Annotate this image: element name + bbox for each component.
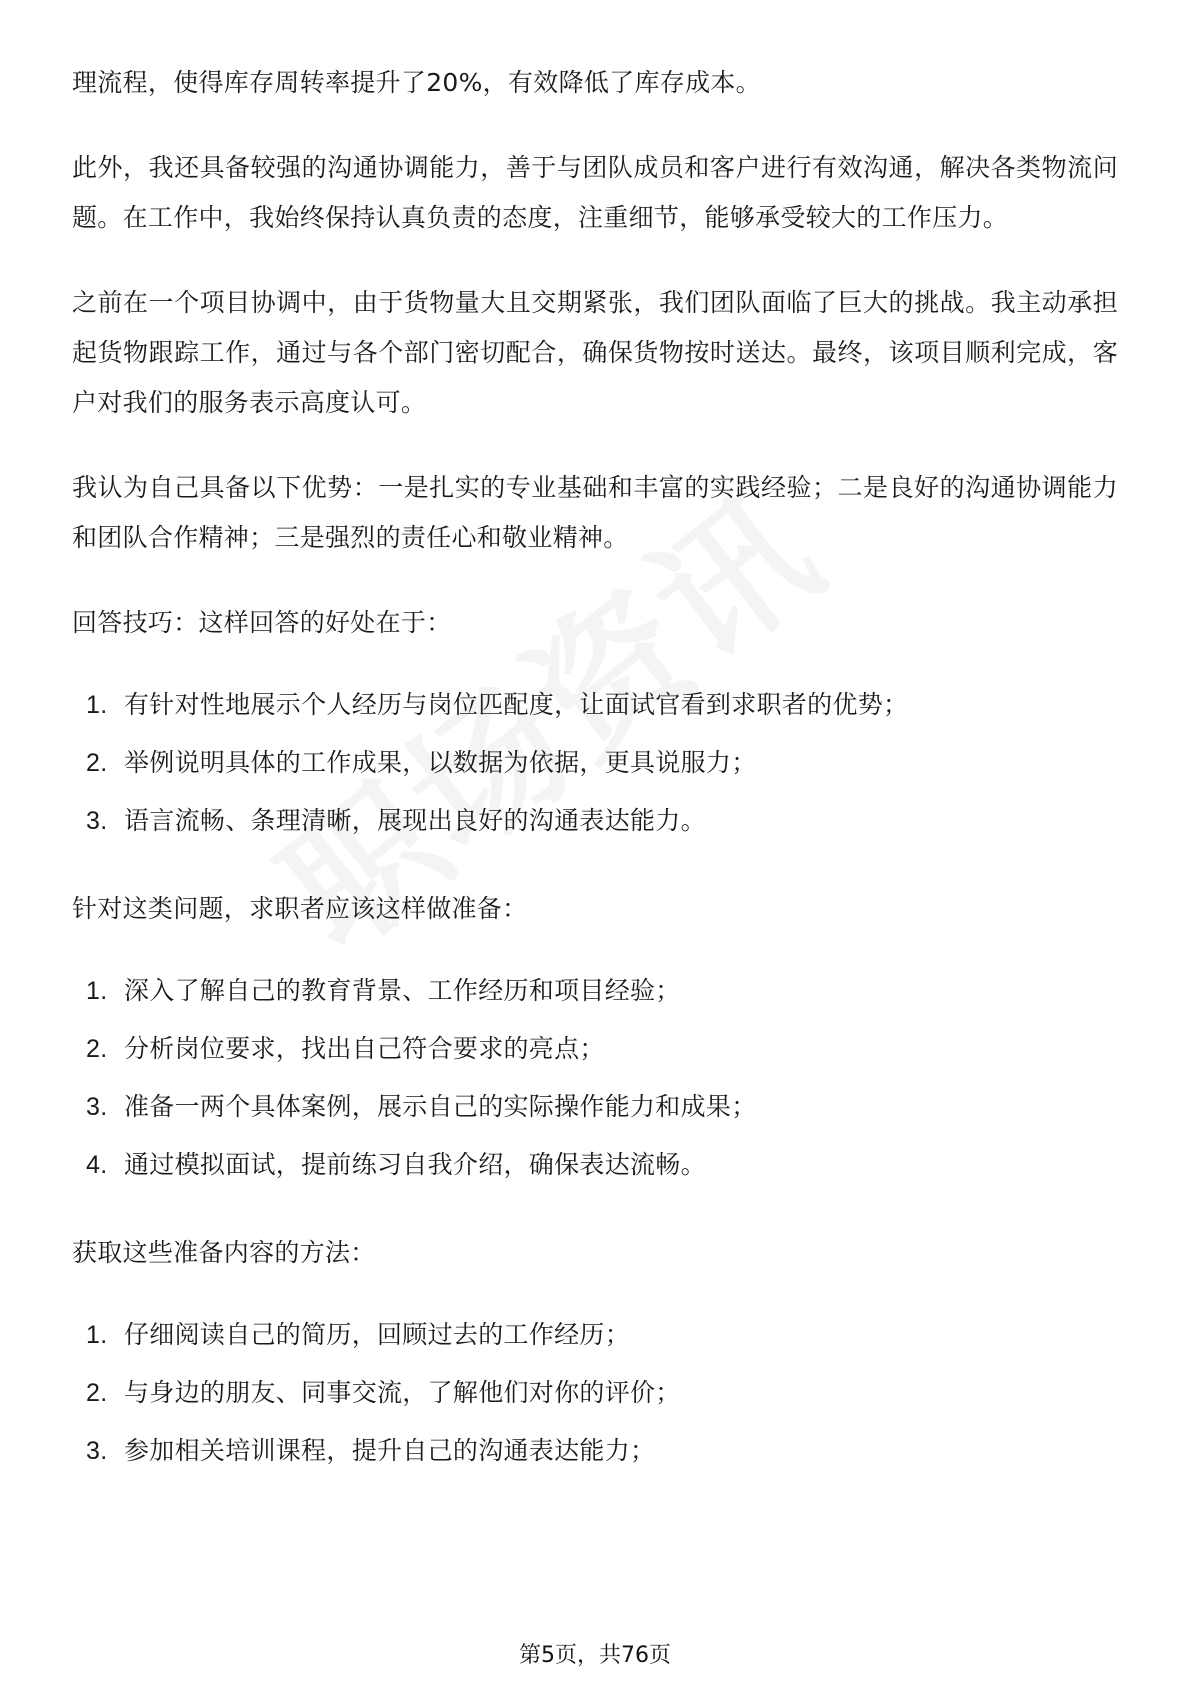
list-number: 2.: [86, 1035, 108, 1063]
list-item-text: 通过模拟面试，提前练习自我介绍，确保表达流畅。: [124, 1150, 706, 1179]
list-number: 4.: [86, 1151, 108, 1179]
list-item: [72, 1422, 1118, 1480]
tips-list: [72, 676, 1118, 850]
paragraph-project-example: 之前在一个项目协调中，由于货物量大且交期紧张，我们团队面临了巨大的挑战。我主动承担起货物跟踪工作，通过与各个部门密切配合，确保货物按时送达。最终，该项目顺利完成，客户对我们的服务表示高度认可。: [72, 288, 1118, 417]
preparation-list: [72, 962, 1118, 1194]
list-item-text: 有针对性地展示个人经历与岗位匹配度，让面试官看到求职者的优势；: [124, 690, 909, 719]
list-number: 2.: [86, 749, 108, 777]
list-item: [72, 962, 1118, 1020]
paragraph-strengths: 我认为自己具备以下优势：一是扎实的专业基础和丰富的实践经验；二是良好的沟通协调能力和团队合作精神；三是强烈的责任心和敬业精神。: [72, 473, 1118, 552]
document-body: [72, 58, 1118, 1514]
paragraph-communication-skills: 此外，我还具备较强的沟通协调能力，善于与团队成员和客户进行有效沟通，解决各类物流问题。在工作中，我始终保持认真负责的态度，注重细节，能够承受较大的工作压力。: [72, 153, 1118, 232]
list-number: 3.: [86, 1437, 108, 1465]
page-number: 第5页，共76页: [519, 1643, 671, 1668]
methods-list: [72, 1306, 1118, 1480]
list-item-text: 准备一两个具体案例，展示自己的实际操作能力和成果；: [124, 1092, 757, 1121]
list-item: [72, 734, 1118, 792]
section-heading-methods: 获取这些准备内容的方法：: [72, 1238, 376, 1267]
list-item: [72, 1078, 1118, 1136]
list-item: [72, 1364, 1118, 1422]
list-item: [72, 1306, 1118, 1364]
list-number: 3.: [86, 807, 108, 835]
list-number: 1.: [86, 1321, 108, 1349]
list-item: [72, 792, 1118, 850]
list-item-text: 参加相关培训课程，提升自己的沟通表达能力；: [124, 1436, 656, 1465]
list-item-text: 分析岗位要求，找出自己符合要求的亮点；: [124, 1034, 605, 1063]
list-item-text: 举例说明具体的工作成果，以数据为依据，更具说服力；: [124, 748, 757, 777]
section-heading-tips: 回答技巧：这样回答的好处在于：: [72, 608, 452, 637]
list-number: 1.: [86, 691, 108, 719]
list-item-text: 仔细阅读自己的简历，回顾过去的工作经历；: [124, 1320, 631, 1349]
paragraph-inventory-result: 理流程，使得库存周转率提升了20%，有效降低了库存成本。: [72, 68, 761, 97]
list-item-text: 与身边的朋友、同事交流，了解他们对你的评价；: [124, 1378, 681, 1407]
list-item: [72, 676, 1118, 734]
list-item-text: 语言流畅、条理清晰，展现出良好的沟通表达能力。: [124, 806, 706, 835]
list-number: 3.: [86, 1093, 108, 1121]
list-item-text: 深入了解自己的教育背景、工作经历和项目经验；: [124, 976, 681, 1005]
list-item: [72, 1020, 1118, 1078]
list-number: 2.: [86, 1379, 108, 1407]
list-number: 1.: [86, 977, 108, 1005]
section-heading-preparation: 针对这类问题，求职者应该这样做准备：: [72, 894, 528, 923]
list-item: [72, 1136, 1118, 1194]
